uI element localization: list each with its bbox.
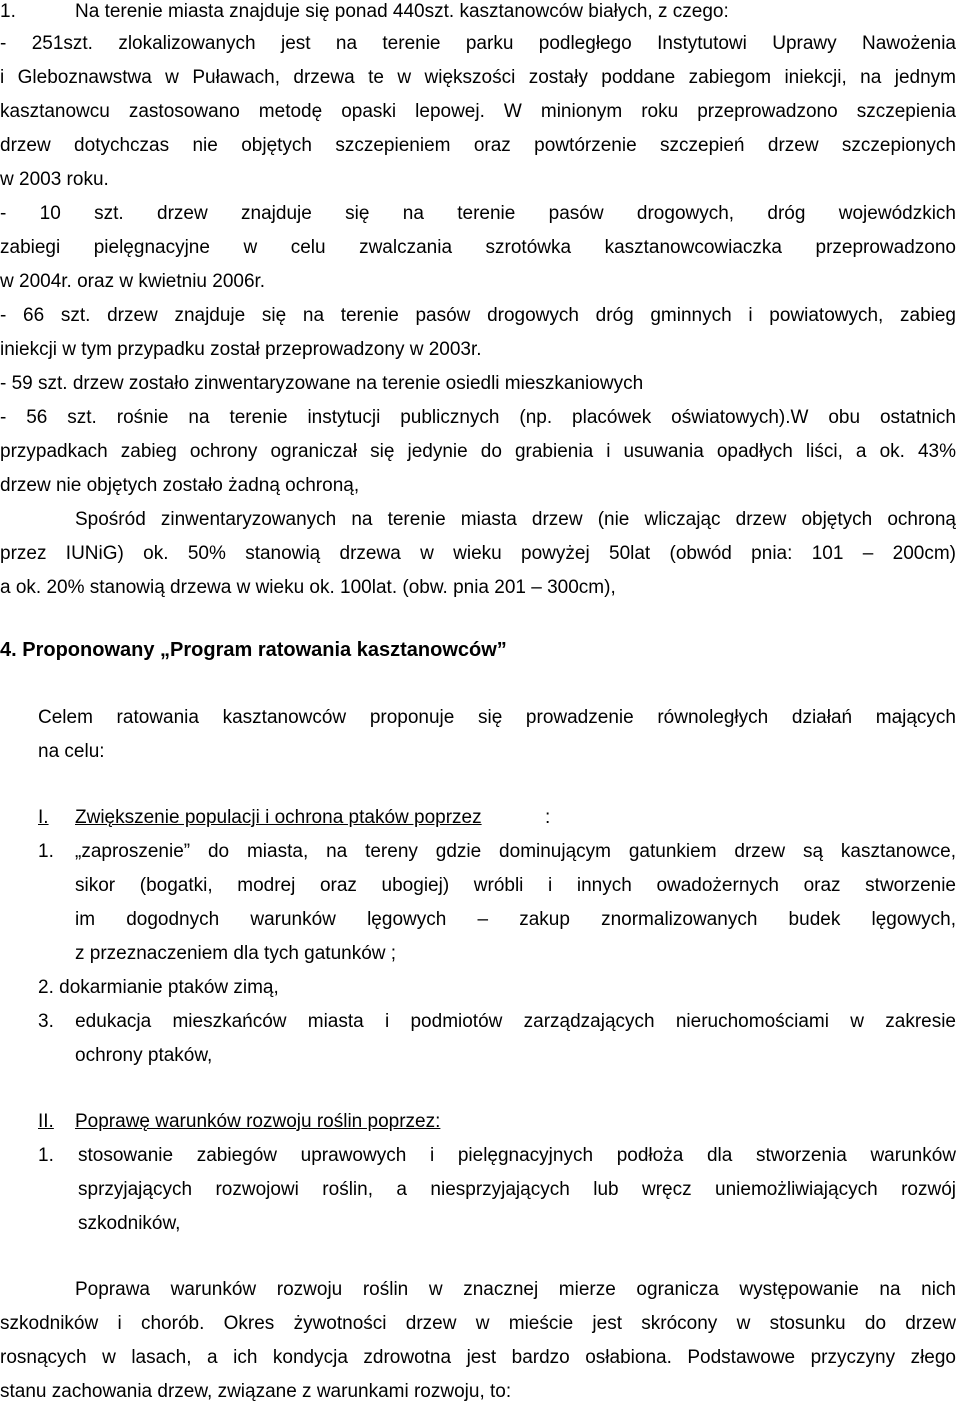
list-number: 1. <box>38 1145 54 1166</box>
list-item-line: im dogodnych warunków lęgowych – zakup znormalizowanych budek lęgowych, <box>75 909 956 930</box>
paragraph-line: - 251szt. zlokalizowanych jest na terenie parku podległego Instytutowi Uprawy Nawożenia <box>0 33 956 54</box>
paragraph-line: w 2004r. oraz w kwietniu 2006r. <box>0 271 266 292</box>
paragraph-line: rosnących w lasach, a ich kondycja zdrowotna jest bardzo osłabiona. Podstawowe przyczyny złego <box>0 1347 956 1368</box>
paragraph-line: i Gleboznawstwa w Puławach, drzewa te w większości zostały poddane zabiegom iniekcji, na jednym <box>0 67 956 88</box>
part-title: Zwiększenie populacji i ochrona ptaków poprzez <box>75 807 482 828</box>
paragraph-line: - 10 szt. drzew znajduje się na terenie pasów drogowych, dróg wojewódzkich <box>0 203 956 224</box>
list-item-line: z przeznaczeniem dla tych gatunków ; <box>75 943 397 964</box>
paragraph-line: - 56 szt. rośnie na terenie instytucji publicznych (np. placówek oświatowych).W obu ostatnich <box>0 407 956 428</box>
paragraph-line: iniekcji w tym przypadku został przeprowadzony w 2003r. <box>0 339 482 360</box>
paragraph-line: - 59 szt. drzew zostało zinwentaryzowane na terenie osiedli mieszkaniowych <box>0 373 644 394</box>
list-item-line: sikor (bogatki, modrej oraz ubogiej) wróbli i innych owadożernych oraz stworzenie <box>75 875 956 896</box>
paragraph-line: przez IUNiG) ok. 50% stanowią drzewa w wieku powyżej 50lat (obwód pnia: 101 – 200cm) <box>0 543 956 564</box>
list-item-line: „zaproszenie” do miasta, na tereny gdzie dominującym gatunkiem drzew są kasztanowce, <box>75 841 956 862</box>
paragraph-line: zabiegi pielęgnacyjne w celu zwalczania szrotówka kasztanowcowiaczka przeprowadzono <box>0 237 956 258</box>
paragraph-line: na celu: <box>38 741 105 762</box>
paragraph-line: stanu zachowania drzew, związane z warunkami rozwoju, to: <box>0 1381 512 1402</box>
paragraph-line: Poprawa warunków rozwoju roślin w znacznej mierze ogranicza występowanie na nich <box>75 1279 956 1300</box>
part-number: II. <box>38 1111 54 1132</box>
paragraph-line: Spośród zinwentaryzowanych na terenie miasta drzew (nie wliczając drzew objętych ochroną <box>75 509 956 530</box>
list-item-line: stosowanie zabiegów uprawowych i pielęgnacyjnych podłoża dla stworzenia warunków <box>78 1145 956 1166</box>
paragraph-line: w 2003 roku. <box>0 169 109 190</box>
list-item-line: ochrony ptaków, <box>75 1045 213 1066</box>
paragraph-line: szkodników i chorób. Okres żywotności drzew w mieście jest skrócony w stosunku do drzew <box>0 1313 956 1334</box>
list-item-line: sprzyjających rozwojowi roślin, a niesprzyjających lub wręcz uniemożliwiających rozwój <box>78 1179 956 1200</box>
section-heading: 4. Proponowany „Program ratowania kasztanowców” <box>0 639 507 661</box>
paragraph-line: - 66 szt. drzew znajduje się na terenie pasów drogowych dróg gminnych i powiatowych, zabieg <box>0 305 956 326</box>
list-item-line: 3. edukacja mieszkańców miasta i podmiotów zarządzających nieruchomościami w zakresie <box>38 1011 956 1032</box>
part-title: Poprawę warunków rozwoju roślin poprzez: <box>75 1111 441 1132</box>
list-item-text: Na terenie miasta znajduje się ponad 440szt. kasztanowców białych, z czego: <box>75 1 729 22</box>
paragraph-line: kasztanowcu zastosowano metodę opaski lepowej. W minionym roku przeprowadzono szczepienia <box>0 101 956 122</box>
paragraph-line: przypadkach zabieg ochrony ograniczał się jedynie do grabienia i usuwania opadłych liści, a ok. 43% <box>0 441 956 462</box>
list-item-line: szkodników, <box>78 1213 181 1234</box>
list-item-line: 2. dokarmianie ptaków zimą, <box>38 977 279 998</box>
list-number: 1. <box>38 841 54 862</box>
part-number: I. <box>38 807 49 828</box>
part-colon: : <box>545 807 551 828</box>
paragraph-line: a ok. 20% stanowią drzewa w wieku ok. 100lat. (obw. pnia 201 – 300cm), <box>0 577 616 598</box>
paragraph-line: drzew nie objętych zostało żadną ochroną, <box>0 475 360 496</box>
paragraph-line: Celem ratowania kasztanowców proponuje się prowadzenie równoległych działań mających <box>38 707 956 728</box>
list-number: 1. <box>0 1 16 22</box>
paragraph-line: drzew dotychczas nie objętych szczepieniem oraz powtórzenie szczepień drzew szczepionych <box>0 135 956 156</box>
